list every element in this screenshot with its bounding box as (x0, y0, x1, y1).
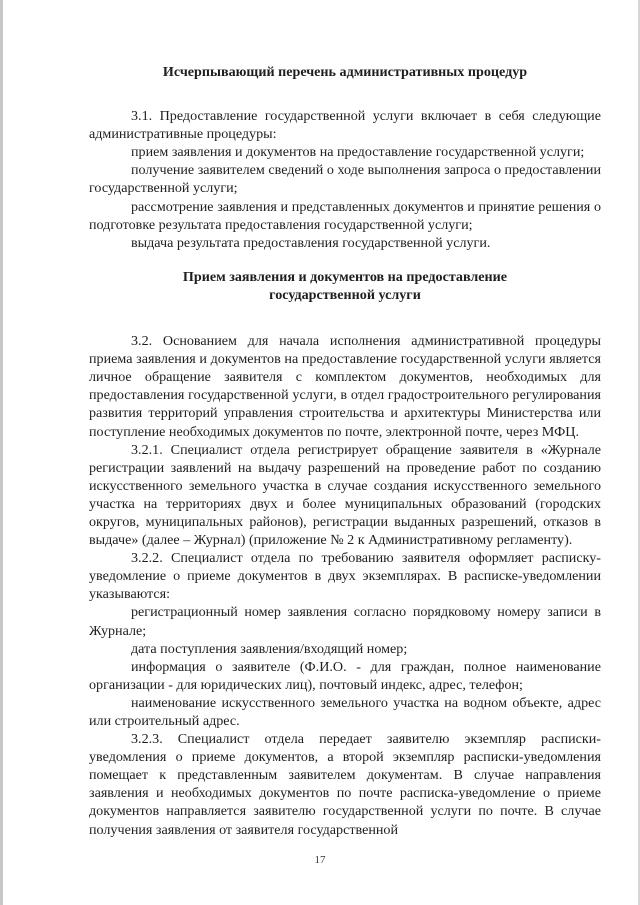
document-body (89, 63, 601, 839)
paragraph-3-1: 3.1. Предоставление государственной услуги включает в себя следующие административные процедуры: (89, 108, 601, 143)
list-item-receipt-field: наименование искусственного земельного участка на водном объекте, адрес или строительный адрес. (89, 694, 601, 729)
section-heading-reception-line-1: Прием заявления и документов на предоставление (182, 268, 508, 285)
list-item-procedure: получение заявителем сведений о ходе выполнения запроса о предоставлении государственной услуги; (89, 162, 601, 197)
paragraph-3-2: 3.2. Основанием для начала исполнения административной процедуры приема заявления и документов на предоставление государственной услуги является личное обращение заявителя с комплектом документов, необходимых для предоставления государственной услуги, в отдел градостроительного регулирования развития территорий управления строительства и архитектуры Министерства или поступление необходимых документов по почте, электронной почте, через МФЦ. (89, 333, 601, 440)
scan-edge-left (0, 0, 3, 905)
spacer (89, 252, 601, 268)
paragraph-3-2-3: 3.2.3. Специалист отдела передает заявителю экземпляр расписки-уведомления о приеме документов, а второй экземпляр расписки-уведомления помещает к представленным заявителем документам. В случае направления заявления и необходимых документов по почте расписка-уведомление о приеме документов направляется заявителю государственной услуги по почте. В случае получения заявления от заявителя государственной (89, 731, 601, 838)
list-item-receipt-field: регистрационный номер заявления согласно порядковому номеру записи в Журнале; (89, 604, 601, 639)
spacer (89, 81, 601, 107)
paragraph-3-2-2: 3.2.2. Специалист отдела по требованию заявителя оформляет расписку-уведомление о приеме документов в двух экземплярах. В расписке-уведомлении указываются: (89, 550, 601, 603)
list-item-receipt-field: информация о заявителе (Ф.И.О. - для граждан, полное наименование организации - для юридических лиц), почтовый индекс, адрес, телефон; (89, 658, 601, 693)
list-item-procedure: выдача результата предоставления государственной услуги. (131, 234, 491, 251)
section-heading-procedures: Исчерпывающий перечень административных процедур (162, 64, 528, 80)
section-heading-reception-line-2: государственной услуги (269, 286, 421, 303)
list-item-receipt-field: дата поступления заявления/входящий номер; (131, 640, 408, 657)
list-item-procedure: рассмотрение заявления и представленных документов и принятие решения о подготовке результата предоставления государственной услуги; (89, 198, 601, 233)
spacer (89, 304, 601, 332)
paragraph-3-2-1: 3.2.1. Специалист отдела регистрирует обращение заявителя в «Журнале регистрации заявлений на выдачу разрешений на проведение работ по созданию искусственного земельного участка в случае создания искусственного земельного участка на территориях двух и более муниципальных образований (городских округов, муниципальных районов), регистрации выданных разрешений, отказов в выдаче» (далее – Журнал) (приложение № 2 к Административному регламенту). (89, 441, 601, 549)
page-number: 17 (314, 854, 326, 866)
list-item-procedure: прием заявления и документов на предоставление государственной услуги; (131, 144, 585, 161)
